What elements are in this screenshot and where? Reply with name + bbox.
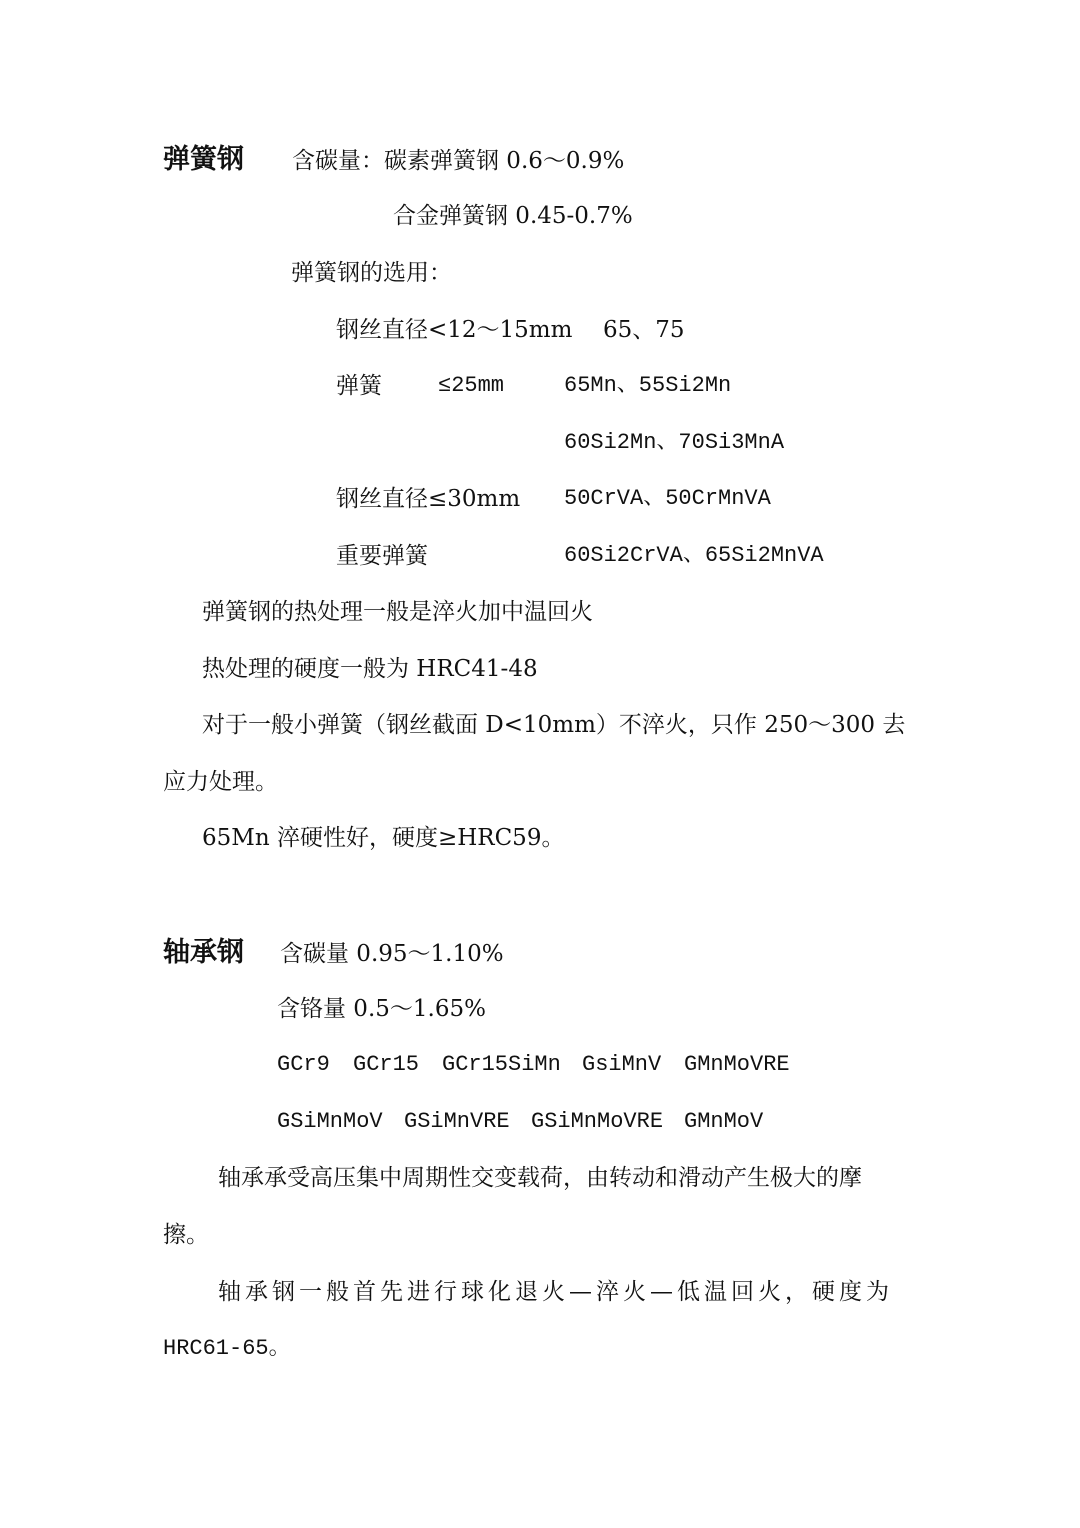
bearing-load-paragraph-line1: 轴承承受高压集中周期性交变载荷，由转动和滑动产生极大的摩 (218, 1165, 862, 1191)
bearing-grade: GCr15 (353, 1052, 420, 1077)
bearing-grade: GSiMnMoV (277, 1109, 383, 1134)
bearing-process-paragraph-line2: HRC61-65。 (163, 1336, 291, 1361)
small-spring-paragraph-line1: 对于一般小弹簧（钢丝截面 D<10mm）不淬火，只作 250～300 去 (202, 712, 906, 738)
spring-alloy-carbon-content: 合金弹簧钢 0.45-0.7% (393, 203, 633, 229)
spring-65mn-note: 65Mn 淬硬性好，硬度≥HRC59。 (202, 825, 565, 851)
selection-grades-5: 60Si2CrVA、65Si2MnVA (564, 543, 824, 568)
spring-steel-heading: 弹簧钢 (163, 144, 244, 175)
bearing-carbon-content: 含碳量 0.95～1.10% (280, 941, 504, 967)
selection-item-5: 重要弹簧 (336, 543, 428, 569)
selection-grades-4: 50CrVA、50CrMnVA (564, 486, 771, 511)
bearing-grade: GCr15SiMn (442, 1052, 561, 1077)
bearing-grade: GCr9 (277, 1052, 330, 1077)
bearing-steel-heading: 轴承钢 (163, 937, 244, 968)
selection-spec-2: ≤25mm (438, 373, 505, 398)
selection-item-1: 钢丝直径<12～15mm (336, 317, 573, 343)
spring-carbon-content: 含碳量：碳素弹簧钢 0.6～0.9% (292, 148, 625, 174)
spring-hardness: 热处理的硬度一般为 HRC41-48 (202, 656, 538, 682)
selection-grades-1: 65、75 (603, 317, 685, 343)
bearing-grade: GMnMoVRE (684, 1052, 790, 1077)
bearing-grade: GMnMoV (684, 1109, 764, 1134)
bearing-load-paragraph-line2: 擦。 (163, 1222, 209, 1248)
selection-item-2: 弹簧 (336, 373, 382, 399)
small-spring-paragraph-line2: 应力处理。 (163, 769, 278, 795)
bearing-grade: GSiMnVRE (404, 1109, 510, 1134)
selection-item-4: 钢丝直径≤30mm (336, 486, 521, 512)
bearing-grade: GsiMnV (582, 1052, 662, 1077)
selection-grades-2: 65Mn、55Si2Mn (564, 373, 732, 398)
bearing-chromium-content: 含铬量 0.5～1.65% (277, 996, 486, 1022)
spring-selection-title: 弹簧钢的选用： (291, 260, 452, 286)
selection-grades-3: 60Si2Mn、70Si3MnA (564, 430, 785, 455)
spring-heat-treatment: 弹簧钢的热处理一般是淬火加中温回火 (202, 599, 593, 625)
bearing-process-paragraph-line1: 轴承钢一般首先进行球化退火—淬火—低温回火，硬度为 (218, 1279, 893, 1305)
bearing-grade: GSiMnMoVRE (531, 1109, 664, 1134)
